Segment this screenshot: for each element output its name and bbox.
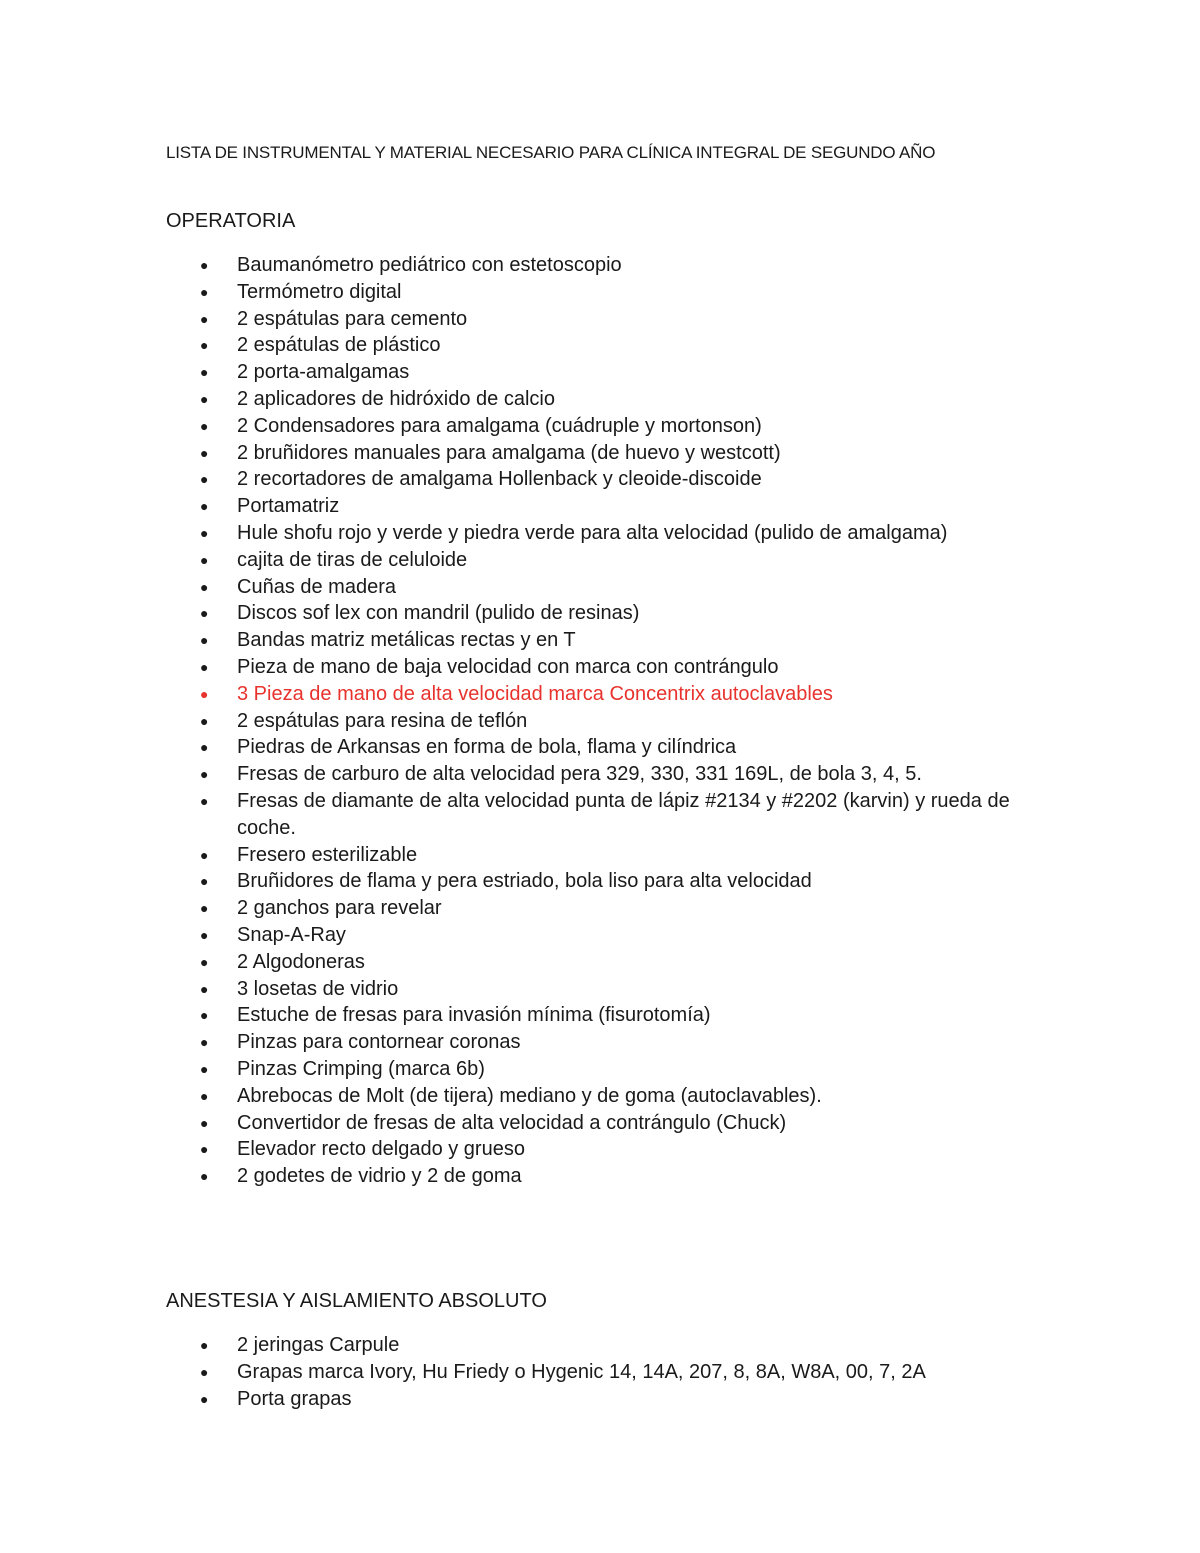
bullet-icon: ●	[200, 873, 209, 890]
bullet-icon: ●	[200, 364, 209, 381]
list-item-text: Fresero esterilizable	[237, 843, 418, 866]
item-list-operatoria	[200, 252, 1020, 1190]
list-item	[200, 1029, 1020, 1056]
bullet-icon: ●	[200, 1007, 209, 1024]
list-item	[200, 1002, 1020, 1029]
list-item-text: 2 porta-amalgamas	[237, 361, 410, 384]
list-item	[200, 1163, 1020, 1190]
list-item	[200, 895, 1020, 922]
list-item-text: Cuñas de madera	[237, 575, 396, 598]
list-item-text: 3 losetas de vidrio	[237, 977, 399, 1000]
bullet-icon: ●	[200, 524, 209, 541]
bullet-icon: ●	[200, 605, 209, 622]
list-item	[200, 1056, 1020, 1083]
list-item-text: 2 espátulas para cemento	[237, 307, 468, 330]
list-item	[200, 1110, 1020, 1137]
bullet-icon: ●	[200, 551, 209, 568]
section-heading-operatoria: OPERATORIA	[166, 210, 296, 232]
bullet-icon: ●	[200, 390, 209, 407]
list-item	[200, 413, 1020, 440]
bullet-icon: ●	[200, 926, 209, 943]
bullet-icon: ●	[200, 1141, 209, 1158]
bullet-icon: ●	[200, 739, 209, 756]
bullet-icon: ●	[200, 444, 209, 461]
list-item-text: Elevador recto delgado y grueso	[237, 1138, 525, 1161]
bullet-icon: ●	[200, 900, 209, 917]
bullet-icon: ●	[200, 337, 209, 354]
bullet-icon: ●	[200, 1390, 209, 1407]
list-item-text: 3 Pieza de mano de alta velocidad marca Concentrix autoclavables	[237, 682, 833, 705]
list-item	[200, 252, 1020, 279]
list-item	[200, 1136, 1020, 1163]
list-item-text: Hule shofu rojo y verde y piedra verde para alta velocidad (pulido de amalgama)	[237, 521, 948, 544]
bullet-icon: ●	[200, 792, 209, 809]
list-item-text: 2 aplicadores de hidróxido de calcio	[237, 387, 555, 410]
bullet-icon: ●	[200, 766, 209, 783]
list-item-text: Bandas matriz metálicas rectas y en T	[237, 629, 576, 652]
list-item	[200, 1332, 1020, 1359]
list-item	[200, 708, 1020, 735]
list-item-text: Snap-A-Ray	[237, 923, 346, 946]
list-item-text: Fresas de carburo de alta velocidad pera 329, 330, 331 169L, de bola 3, 4, 5.	[237, 763, 922, 786]
bullet-icon: ●	[200, 1034, 209, 1051]
list-item	[200, 734, 1020, 761]
list-item-text: Bruñidores de flama y pera estriado, bola liso para alta velocidad	[237, 870, 812, 893]
list-item	[200, 466, 1020, 493]
list-item	[200, 1386, 1020, 1413]
list-item	[200, 520, 1020, 547]
bullet-icon: ●	[200, 1060, 209, 1077]
list-item	[200, 788, 1020, 842]
bullet-icon: ●	[200, 1363, 209, 1380]
list-item-text: Pieza de mano de baja velocidad con marca con contrángulo	[237, 655, 779, 678]
list-item-text: Abrebocas de Molt (de tijera) mediano y de goma (autoclavables).	[237, 1084, 822, 1107]
list-item	[200, 868, 1020, 895]
bullet-icon: ●	[200, 1114, 209, 1131]
bullet-icon: ●	[200, 658, 209, 675]
bullet-icon: ●	[200, 471, 209, 488]
list-item	[200, 574, 1020, 601]
bullet-icon: ●	[200, 846, 209, 863]
list-item-text: Porta grapas	[237, 1387, 352, 1410]
list-item-text: Termómetro digital	[237, 280, 402, 303]
list-item	[200, 654, 1020, 681]
item-list-anestesia	[200, 1332, 1020, 1412]
list-item-text: 2 Condensadores para amalgama (cuádruple y mortonson)	[237, 414, 762, 437]
list-item	[200, 976, 1020, 1003]
list-item-text: Discos sof lex con mandril (pulido de resinas)	[237, 602, 640, 625]
list-item-text: 2 espátulas para resina de teflón	[237, 709, 528, 732]
list-item-text: Pinzas Crimping (marca 6b)	[237, 1057, 485, 1080]
document-title: LISTA DE INSTRUMENTAL Y MATERIAL NECESARIO PARA CLÍNICA INTEGRAL DE SEGUNDO AÑO	[166, 143, 936, 162]
list-item	[200, 627, 1020, 654]
list-item-text: 2 recortadores de amalgama Hollenback y cleoide-discoide	[237, 468, 762, 491]
list-item-text: 2 godetes de vidrio y 2 de goma	[237, 1165, 522, 1188]
section-heading-anestesia: ANESTESIA Y AISLAMIENTO ABSOLUTO	[166, 1290, 547, 1312]
list-item	[200, 681, 1020, 708]
list-item-text: cajita de tiras de celuloide	[237, 548, 468, 571]
list-item	[200, 440, 1020, 467]
list-item	[200, 386, 1020, 413]
list-item-text: Piedras de Arkansas en forma de bola, flama y cilíndrica	[237, 736, 737, 759]
list-item-text: 2 Algodoneras	[237, 950, 365, 973]
bullet-icon: ●	[200, 257, 209, 273]
bullet-icon: ●	[200, 980, 209, 997]
bullet-icon: ●	[200, 1087, 209, 1104]
list-item	[200, 949, 1020, 976]
list-item	[200, 842, 1020, 869]
list-item	[200, 1359, 1020, 1386]
list-item	[200, 306, 1020, 333]
list-item	[200, 279, 1020, 306]
bullet-icon: ●	[200, 685, 209, 702]
bullet-icon: ●	[200, 953, 209, 970]
list-item	[200, 332, 1020, 359]
list-item-text: 2 jeringas Carpule	[237, 1334, 400, 1356]
bullet-icon: ●	[200, 417, 209, 434]
bullet-icon: ●	[200, 1168, 209, 1185]
bullet-icon: ●	[200, 712, 209, 729]
bullet-icon: ●	[200, 310, 209, 327]
list-item-text: Fresas de diamante de alta velocidad punta de lápiz #2134 y #2202 (karvin) y rueda de coche.	[237, 789, 1010, 839]
bullet-icon: ●	[200, 498, 209, 515]
list-item	[200, 922, 1020, 949]
list-item-text: Portamatriz	[237, 495, 340, 518]
bullet-icon: ●	[200, 283, 209, 300]
list-item	[200, 761, 1020, 788]
list-item-text: Baumanómetro pediátrico con estetoscopio	[237, 254, 622, 276]
bullet-icon: ●	[200, 578, 209, 595]
list-item-text: 2 espátulas de plástico	[237, 334, 441, 357]
list-item-text: Pinzas para contornear coronas	[237, 1031, 521, 1054]
list-item-text: 2 ganchos para revelar	[237, 897, 442, 920]
bullet-icon: ●	[200, 1337, 209, 1353]
list-item-text: 2 bruñidores manuales para amalgama (de huevo y westcott)	[237, 441, 781, 464]
list-item-text: Convertidor de fresas de alta velocidad a contrángulo (Chuck)	[237, 1111, 787, 1134]
list-item	[200, 547, 1020, 574]
list-item	[200, 493, 1020, 520]
list-item	[200, 1083, 1020, 1110]
bullet-icon: ●	[200, 632, 209, 649]
list-item	[200, 600, 1020, 627]
list-item	[200, 359, 1020, 386]
list-item-text: Grapas marca Ivory, Hu Friedy o Hygenic 14, 14A, 207, 8, 8A, W8A, 00, 7, 2A	[237, 1360, 926, 1383]
list-item-text: Estuche de fresas para invasión mínima (fisurotomía)	[237, 1004, 711, 1027]
